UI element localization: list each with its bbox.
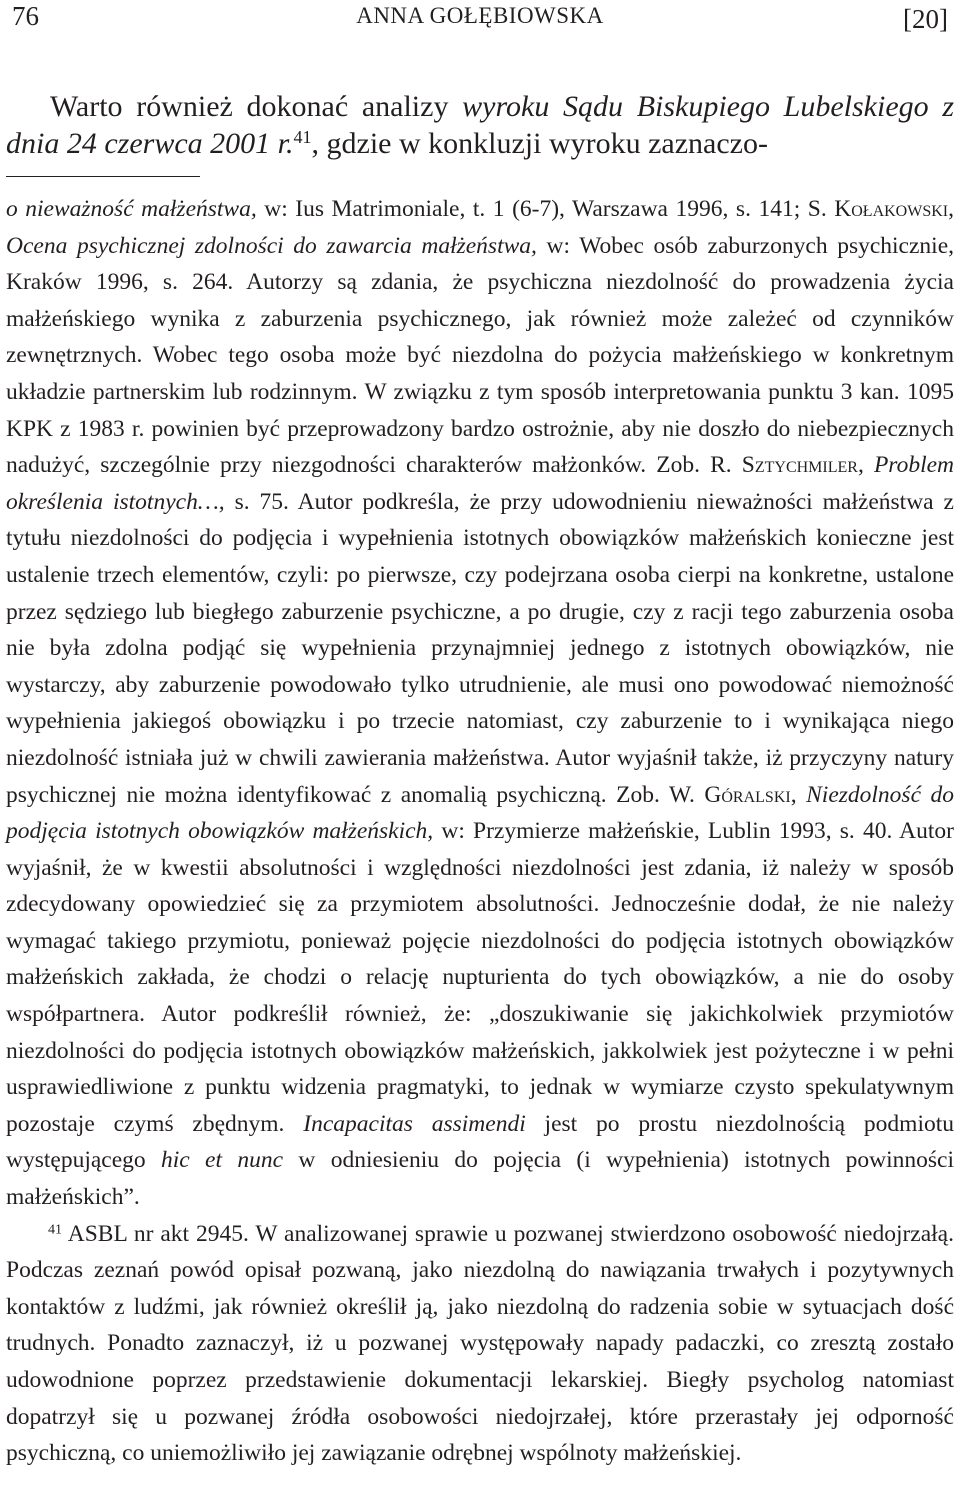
fn-text: , (948, 196, 954, 222)
fn-italic: o nieważność małżeństwa, (6, 196, 257, 222)
page-header (6, 0, 954, 40)
fn-italic: hic et nunc (161, 1147, 284, 1174)
page-number: 76 (12, 1, 39, 31)
main-text-part: , gdzie w konkluzji wyroku zaznaczo- (311, 127, 768, 160)
footnote-continuation (6, 191, 954, 1216)
fn-author: Kołakowski (834, 196, 949, 222)
fn-text: , (790, 781, 807, 808)
footnote-number: 41 (48, 1220, 63, 1237)
fn-italic: Incapacitas assimendi (303, 1110, 526, 1137)
running-title: ANNA GOŁĘBIOWSKA (356, 3, 604, 28)
footnote-41 (6, 1216, 954, 1472)
fn-italic: Problem określenia istotnych…, (6, 452, 954, 515)
fn-author: Sztychmiler (741, 452, 858, 479)
fn-text: jest po prostu niezdolnością podmiotu występującego (6, 1110, 955, 1174)
fn-text: w: Ius Matrimoniale, t. 1 (6-7), Warszawa 1996, s. 141; S. (256, 196, 835, 222)
footnotes (6, 191, 954, 1472)
main-text-paragraph (6, 88, 954, 162)
fn-text: w odniesieniu do pojęcia (i wypełnienia) istotnych powinności małżeńskich”. (6, 1147, 954, 1211)
fn-italic: Niezdolność do podjęcia istotnych obowiązków małżeńskich, (6, 781, 955, 845)
fn-text: s. 75. Autor podkreśla, że przy udowodnieniu nieważności małżeństwa z tytułu niezdolności do podjęcia i wypełnienia istotnych obowiązków małżeńskich konieczne jest ustalenie trzech elementów, czyli: po pierwsze, czy podejrzana osoba cierpi na konkretne, ustalone przez sędziego lub biegłego zaburzenie psychiczne, a po drugie, czy z racji tego zaburzenia osoba nie była zdolna podjąć się wypełnienia przynajmniej jednego z istotnych obowiązków, nie wystarczy, aby zaburzenie powodowało tylko utrudnienie, ale musi ono powodować niemożność wypełnienia jakiegoś obowiązku i po trzecie natomiast, czy zaburzenie to i wynikająca niego niezdolność istniała już w chwili zawierania małżeństwa. Autor wyjaśnił także, iż przyczyny natury psychicznej nie można identyfikować z anomalią psychiczną. Zob. W. (6, 488, 954, 808)
main-text-italic: wyroku Sądu Biskupiego Lubelskiego z dnia 24 czerwca 2001 r. (6, 90, 955, 160)
fn-text: w: Przymierze małżeńskie, Lublin 1993, s. 40. Autor wyjaśnił, że w kwestii absolutności i względności niezdolności jest zdania, iż należy w sposób zdecydowany opowiedzieć się za przymiotem absolutności. Jednocześnie dodał, że nie należy wymagać takiego przymiotu, ponieważ pojęcie niezdolności do podjęcia istotnych obowiązków małżeńskich zakłada, że chodzi o relację nupturienta do tych obowiązków, a nie do osoby współpartnera. Autor podkreślił również, że: „doszukiwanie się jakichkolwiek przymiotów niezdolności do podjęcia istotnych obowiązków małżeńskich, jakkolwiek jest pożyteczne i w pełni usprawiedliwione z punktu widzenia pragmatyki, to jednak w wymiarze czysto spekulatywnym pozostaje czymś zbędnym. (6, 818, 955, 1137)
main-text-part: Warto również dokonać analizy (50, 90, 463, 123)
fn-italic: Ocena psychicznej zdolności do zawarcia małżeństwa, (6, 232, 537, 259)
footnote-text: ASBL nr akt 2945. W analizowanej sprawie u pozwanej stwierdzono osobowość niedojrzałą. Podczas zeznań powód opisał pozwaną, jako niezdolną do nawiązania trwałych i pozytywnych kontaktów z ludźmi, jak również określił ją, jako niezdolną do radzenia sobie w sytuacjach dość trudnych. Ponadto zaznaczył, iż u pozwanej występowały napady padaczki, co zresztą zostało udowodnione poprzez przedstawienie dokumentacji lekarskiej. Biegły psycholog natomiast dopatrzył się u pozwanej źródła osobowości niedojrzałej, które przerastały jej odporność psychiczną, co uniemożliwiło jej zawiązanie odrębnej wspólnoty małżeńskiej. (6, 1220, 954, 1467)
footnote-reference: 41 (293, 127, 312, 148)
fn-author: Góralski (704, 781, 791, 808)
fn-text: , (857, 452, 874, 479)
footnote-separator (6, 176, 200, 177)
fn-text: w: Wobec osób zaburzonych psychicznie, Kraków 1996, s. 264. Autorzy są zdania, że psychiczna niezdolność do prowadzenia życia małżeńskiego wynika z zaburzenia psychicznego, jak również może zależeć od czynników zewnętrznych. Wobec tego osoba może być niezdolna do pożycia małżeńskiego w konkretnym układzie partnerskim lub rodzinnym. W związku z tym sposób interpretowania punktu 3 kan. 1095 KPK z 1983 r. powinien być przeprowadzony bardzo ostrożnie, aby nie doszło do niebezpiecznych nadużyć, szczególnie przy niezgodności charakterów małżonków. Zob. R. (6, 232, 954, 479)
section-number: [20] (903, 4, 948, 34)
